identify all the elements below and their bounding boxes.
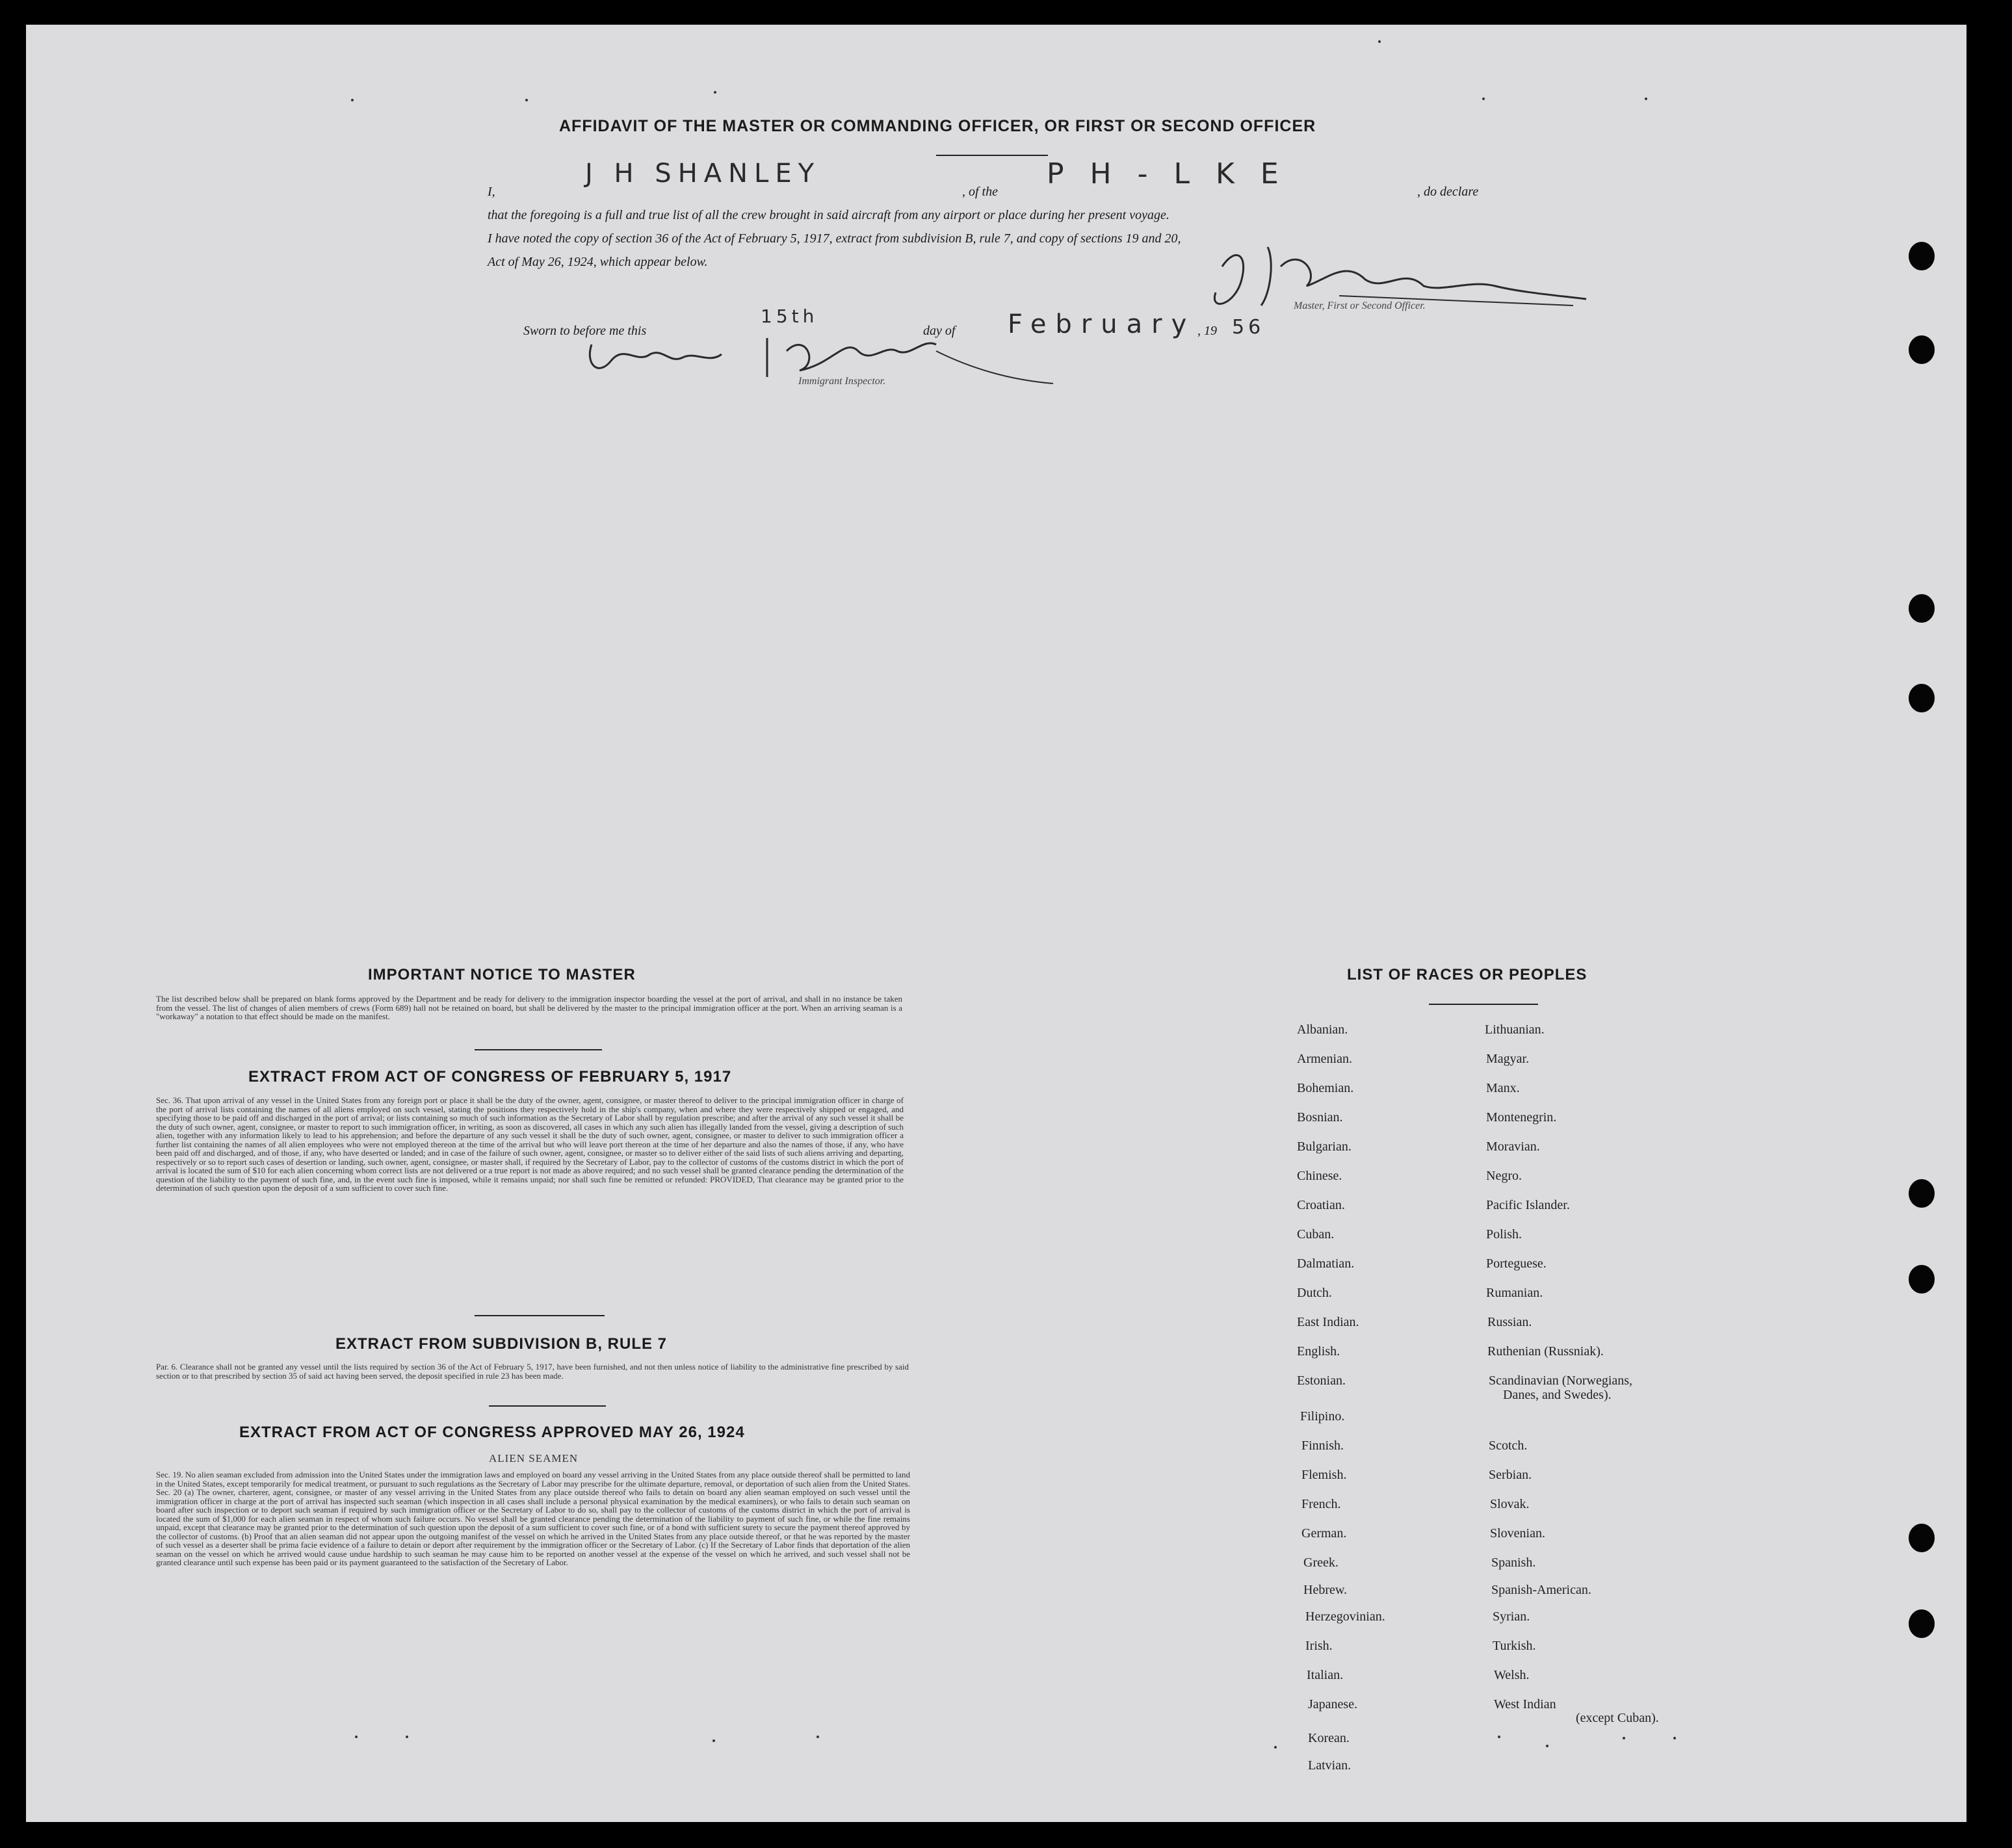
race-item: (except Cuban). [1576,1711,1659,1725]
affidavit-i-label: I, [488,185,495,199]
race-item: German. [1301,1526,1347,1541]
race-item: Bohemian. [1297,1081,1354,1095]
affidavit-title: AFFIDAVIT OF THE MASTER OR COMMANDING OFFICER, OR FIRST OR SECOND OFFICER [559,117,1316,135]
master-signature [1196,234,1586,328]
scan-speck [714,91,716,94]
extract-1924-text: Sec. 19. No alien seaman excluded from admission into the United States under the immigration laws and employed on board any vessel arriving in the United States from any place outside thereof shall be permitted to land in the United States, except temporarily for medical treatment, or pursuant to such regulations as the Secretary of Labor may prescribe for the ultimate departure, removal, or deportation of such alien from the United States. Sec. 20 (a) The owner, charterer, agent, consignee, or master of any vessel arriving in the United States from any place outside thereof who fails to detain on board any alien seaman employed on such vessel until the immigration officer in charge at the port of arrival has inspected such seaman (which inspection in all cases shall include a personal physical examination by the medical examiners), or who fails to detain such seaman on board after such inspection or to deport such seaman if required by such immigration officer or the Secretary of Labor to do so, shall pay to the collector of customs of the customs district in which the port of arrival is located the sum of $1,000 for each alien seaman in respect of whom such failure occurs. No vessel shall be granted clearance pending the determination of the liability to payment of such fine, or while the fine remains unpaid, except that clearance may be granted prior to the determination of such question upon the deposit of a sum sufficient to cover such fine, or of a bond with sufficient surety to secure the payment thereof approved by the collector of customs. (b) Proof that an alien seaman did not appear upon the outgoing manifest of the vessel on which he arrived in the United States from any place outside thereof, or that he was reported by the master of such vessel as a deserter shall be prima facie evidence of a failure to detain or deport after requirement by the immigration officer or the Secretary of Labor. (c) If the Secretary of Labor finds that deportation of the alien seaman on the vessel on which he arrived would cause undue hardship to such seaman he may cause him to be reported on another vessel at the expense of the vessel on which he arrived, and such vessel shall not be granted clearance until such expense has been paid or its payment guaranteed to the satisfaction of the Secretary of Labor. [156,1470,910,1567]
race-item: Turkish. [1493,1639,1536,1653]
scan-speck [406,1736,408,1738]
race-item: Irish. [1305,1639,1333,1653]
race-item: Montenegrin. [1486,1110,1557,1125]
notice-divider [475,1049,602,1050]
punch-hole [1909,1179,1935,1208]
punch-hole [1909,1524,1935,1552]
day-of-label: day of [923,324,956,338]
race-item: Italian. [1307,1668,1344,1682]
title-divider [936,155,1048,156]
scan-speck [355,1736,358,1738]
scan-speck [1645,98,1647,100]
scan-speck [817,1736,819,1738]
race-item: Pacific Islander. [1486,1198,1570,1212]
race-item: Rumanian. [1486,1286,1543,1300]
race-item: Greek. [1303,1555,1339,1570]
race-item: Manx. [1486,1081,1520,1095]
day-handwritten: 15th [761,306,818,327]
race-item: Cuban. [1297,1227,1335,1242]
punch-hole [1909,335,1935,364]
scan-speck [525,99,528,101]
punch-hole [1909,1265,1935,1294]
race-item: Japanese. [1308,1697,1358,1711]
race-item: Danes, and Swedes). [1503,1388,1612,1402]
race-item: West Indian [1494,1697,1556,1711]
race-item: Welsh. [1494,1668,1530,1682]
affidavit-line-2: that the foregoing is a full and true list of all the crew brought in said aircraft from any airport or place during her present voyage. [488,208,1169,222]
race-item: Scandinavian (Norwegians, [1489,1373,1633,1388]
inspector-label: Immigrant Inspector. [798,376,886,387]
extract-1917-divider [475,1315,605,1316]
scan-speck [1623,1737,1625,1739]
race-item: Croatian. [1297,1198,1345,1212]
rule7-title: EXTRACT FROM SUBDIVISION B, RULE 7 [335,1335,668,1353]
alien-seamen-subtitle: ALIEN SEAMEN [489,1452,579,1464]
punch-hole [1909,684,1935,712]
race-item: Negro. [1486,1169,1522,1183]
notice-text: The list described below shall be prepared on blank forms approved by the Department and be ready for delivery to the immigration inspector boarding the vessel at the port of arrival, and shall in no instance be taken from the vessel. The list of changes of alien members of crews (Form 689) hall not be retained on board, but shall be delivered by the master to the principal immigration officer at the port. When an arriving seaman is a "workaway" a notation to that effect should be made on the manifest. [156,995,902,1021]
race-item: French. [1301,1497,1341,1511]
races-title: LIST OF RACES OR PEOPLES [1347,966,1587,983]
race-item: Albanian. [1297,1022,1348,1037]
race-item: Armenian. [1297,1052,1352,1066]
scan-speck [1673,1737,1676,1739]
scan-speck [1274,1746,1277,1749]
scan-speck [1378,40,1381,43]
rule7-divider [489,1405,606,1407]
affidavit-line-4: Act of May 26, 1924, which appear below. [488,255,708,269]
race-item: Dalmatian. [1297,1256,1355,1271]
vessel-handwritten: PH-LKE [1047,157,1305,190]
race-item: Spanish-American. [1491,1583,1591,1597]
race-item: Bosnian. [1297,1110,1343,1125]
master-label: Master, First or Second Officer. [1294,300,1426,311]
punch-hole [1909,242,1935,270]
race-item: Syrian. [1493,1609,1530,1624]
affidavit-do-declare: , do declare [1417,185,1479,199]
scan-speck [1546,1745,1548,1747]
race-item: Latvian. [1308,1758,1352,1773]
race-item: Filipino. [1300,1409,1345,1424]
race-item: English. [1297,1344,1340,1359]
inspector-signature [572,325,1066,400]
punch-hole [1909,1609,1935,1638]
race-item: Hebrew. [1303,1583,1348,1597]
race-item: Magyar. [1486,1052,1530,1066]
race-item: Finnish. [1301,1438,1344,1453]
rule7-text: Par. 6. Clearance shall not be granted any vessel until the lists required by section 36 of the Act of February 5, 1917, have been furnished, and not then unless notice of liability to the administrative fine prescribed by said section or to that prescribed by section 35 of said act having been served, the deposit specified in rule 23 has been made. [156,1362,909,1381]
race-item: Scotch. [1489,1438,1528,1453]
race-item: Ruthenian (Russniak). [1487,1344,1604,1359]
race-item: Slovak. [1490,1497,1530,1511]
scan-speck [1482,98,1485,100]
affidavit-line-3: I have noted the copy of section 36 of the Act of February 5, 1917, extract from subdivision B, rule 7, and copy of sections 19 and 20, [488,231,1181,246]
race-item: Moravian. [1486,1139,1540,1154]
race-item: Bulgarian. [1297,1139,1352,1154]
extract-1917-title: EXTRACT FROM ACT OF CONGRESS OF FEBRUARY 5, 1917 [248,1068,732,1086]
race-item: Chinese. [1297,1169,1342,1183]
race-item: Herzegovinian. [1305,1609,1385,1624]
scan-speck [1498,1736,1500,1738]
notice-title: IMPORTANT NOTICE TO MASTER [368,966,636,983]
race-item: Spanish. [1491,1555,1536,1570]
race-item: Estonian. [1297,1373,1346,1388]
month-handwritten: February [1008,309,1196,339]
year-prefix: , 19 [1197,324,1217,338]
extract-1917-text: Sec. 36. That upon arrival of any vessel in the United States from any foreign port or place it shall be the duty of the owner, agent, consignee, or master thereof to deliver to the principal immigration officer in charge of the port of arrival lists containing the names of all aliens employed on such vessel, stating the positions they respectively hold in the ship's company, when and where they were respectively shipped or engaged, and specifying those to be paid off and discharged in the port of arrival; or lists containing so much of such information as the Secretary of Labor shall by regulation prescribe; and after the arrival of any such vessel it shall be the duty of such owner, agent, consignee, or master to report to such immigration officer, in writing, as soon as discovered, all cases in which any such alien has illegally landed from the vessel, giving a description of such alien, together with any information likely to lead to his apprehension; and before the departure of any such vessel it shall be the duty of such owner, agent, consignee, or master to deliver to such immigration officer a further list containing the names of all alien employees who were not employed thereon at the time of the arrival but who will leave port thereon at the time of her departure and also the names of those, if any, who have been paid off and discharged, and of those, if any, who have deserted or landed; and in case of the failure of such owner, agent, consignee, or master so to deliver either of the said lists of such aliens arriving and departing, respectively or so to report such cases of desertion or landing, such owner, agent, consignee, or master shall, if required by the Secretary of Labor, pay to the collector of customs of the customs district in which the port of arrival is located the sum of $10 for each alien concerning whom correct lists are not delivered or a true report is not made as above required; and no such vessel shall be granted clearance pending the determination of the question of the liability to the payment of such fine, and, in the event such fine is imposed, while it remains unpaid; nor shall such fine be remitted or refunded: PROVIDED, That clearance may be granted prior to the determination of such question upon the deposit of a sum sufficient to cover such fine. [156,1096,904,1193]
scan-speck [712,1739,715,1742]
sworn-label: Sworn to before me this [523,324,647,338]
scan-margin [1966,25,2012,1822]
race-item: Korean. [1308,1731,1350,1745]
extract-1924-title: EXTRACT FROM ACT OF CONGRESS APPROVED MAY 26, 1924 [239,1424,745,1441]
race-item: Slovenian. [1490,1526,1545,1541]
race-item: East Indian. [1297,1315,1359,1329]
master-name-handwritten: J H SHANLEY [585,159,821,189]
race-item: Dutch. [1297,1286,1332,1300]
races-divider [1429,1004,1538,1005]
punch-hole [1909,594,1935,623]
race-item: Polish. [1486,1227,1522,1242]
race-item: Serbian. [1489,1468,1532,1482]
race-item: Flemish. [1301,1468,1347,1482]
scan-speck [351,99,354,101]
year-handwritten: 56 [1232,316,1265,339]
race-item: Russian. [1487,1315,1532,1329]
race-item: Lithuanian. [1485,1022,1545,1037]
race-item: Porteguese. [1486,1256,1547,1271]
affidavit-of-the: , of the [962,185,998,199]
